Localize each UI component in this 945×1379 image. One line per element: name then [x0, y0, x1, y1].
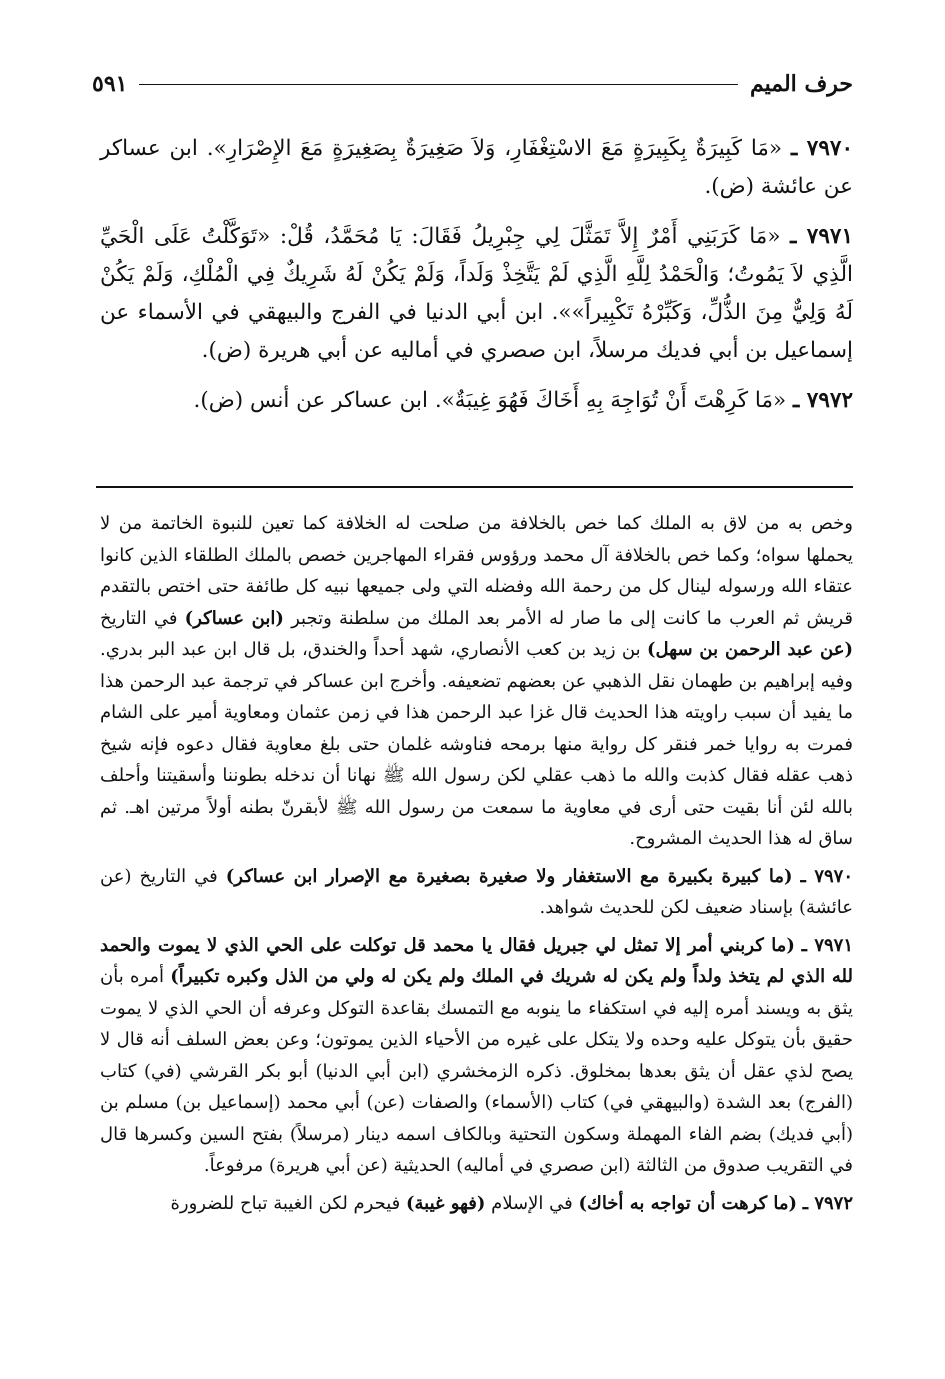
- hadith-text: «مَا كَرِهْتَ أَنْ تُوَاجِهَ بِهِ أَخَاكَ فَهُوَ غِيبَةٌ». ابن عساكر عن أنس (ض).: [193, 388, 787, 413]
- hadith-entry-7972: [100, 382, 853, 420]
- page-number: ٥٩١: [92, 71, 128, 97]
- commentary-intro: وخص به من لاق به الملك كما خص بالخلافة من صلحت له الخلافة كما تعين للنبوة الخاتمة من لا يحملها سواه؛ وكما خص بالخلافة آل محمد ورؤوس فقراء المهاجرين خصص بالملك الطلقاء الذين كانوا عتقاء الله ورسوله لينال كل من رحمة الله وفضله التي ولى جميعها نبيه كل طائفة حتى اختص بالتقدم قريش ثم العرب ما كانت إلى ما صار له الأمر بعد الملك من سلطنة وتجبر (ابن عساكر) في التاريخ (عن عبد الرحمن بن سهل) بن زيد بن كعب الأنصاري، شهد أحداً والخندق، بل قال ابن عبد البر بدري. وفيه إبراهيم بن طهمان نقل الذهبي عن بعضهم تضعيفه. وأخرج ابن عساكر في ترجمة عبد الرحمن هذا ما يفيد أن سبب راويته هذا الحديث قال غزا عبد الرحمن هذا في زمن عثمان ومعاوية أمير على الشام فمرت به روايا خمر فنقر كل رواية منها برمحه فناوشه غلمان حتى بلغ معاوية فقال دعوه فإنه شيخ ذهب عقله فقال كذبت والله ما ذهب عقلي لكن رسول الله ﷺ نهانا أن ندخله بطوننا وأسقيتنا وأحلف بالله لئن أنا بقيت حتى أرى في معاوية ما سمعت من رسول الله ﷺ لأبقرنّ بطنه أولاً مرتين اهـ. ثم ساق له هذا الحديث المشروح.: [100, 513, 853, 849]
- hadith-number: ٧٩٧٢ ـ: [793, 388, 853, 413]
- hadith-text: «مَا كَبِيرَةٌ بِكَبِيرَةٍ مَعَ الاسْتِغْفَارِ، وَلاَ صَغِيرَةٌ بِصَغِيرَةٍ مَعَ الإِصْرَارِ». ابن عساكر عن عائشة (ض).: [100, 136, 853, 199]
- hadith-entry-7971: [100, 218, 853, 370]
- commentary-7971: ٧٩٧١ ـ (ما كربني أمر إلا تمثل لي جبريل فقال يا محمد قل توكلت على الحي الذي لا يموت والحمد لله الذي لم يتخذ ولداً ولم يكن له شريك في الملك ولم يكن له ولي من الذل وكبره تكبيراً) أمره بأن يثق به ويسند أمره إليه في استكفاء ما ينوبه مع التمسك بقاعدة التوكل وعرفه أن الحي الذي لا يموت حقيق بأن يتوكل عليه وحده ولا يتكل على غيره من الأحياء الذين يموتون؛ وعن بعض السلف أنه قال لا يصح لذي عقل أن يثق بعدها بمخلوق. ذكره الزمخشري (ابن أبي الدنيا) أبو بكر القرشي (في) كتاب (الفرج) بعد الشدة (والبيهقي في) كتاب (الأسماء) والصفات (عن) أبي محمد (إسماعيل بن) مسلم بن (أبي فديك) بضم الفاء المهملة وسكون التحتية وبالكاف اسمه دينار (مرسلاً) بفتح السين وكسرها قال في التقريب صدوق من الثالثة (ابن صصري في أماليه) الحديثية (عن أبي هريرة) مرفوعاً.: [100, 934, 853, 1176]
- hadith-number: ٧٩٧٠ ـ: [790, 136, 853, 161]
- chapter-title: حرف الميم: [749, 71, 853, 97]
- hadith-entry-7970: [100, 130, 853, 206]
- hadith-entries: [100, 130, 853, 432]
- hadith-text: «مَا كَرَبَنِي أَمْرٌ إِلاَّ تَمَثَّلَ لِي جِبْرِيلُ فَقَالَ: يَا مُحَمَّدُ، قُلْ: «تَوَكَّلْتُ عَلَى الْحَيِّ الَّذِي لاَ يَمُوتُ؛ وَالْحَمْدُ لِلَّهِ الَّذِي لَمْ يَتَّخِذْ وَلَداً، وَلَمْ يَكُنْ لَهُ شَرِيكٌ فِي الْمُلْكِ، وَلَمْ يَكُنْ لَهُ وَلِيٌّ مِنَ الذُّلِّ، وَكَبِّرْهُ تَكْبِيراً»». ابن أبي الدنيا في الفرج والبيهقي في الأسماء عن إسماعيل بن أبي فديك مرسلاً، ابن صصري في أماليه عن أبي هريرة (ض).: [100, 224, 853, 363]
- commentary-divider: [96, 486, 853, 488]
- commentary-7970: ٧٩٧٠ ـ (ما كبيرة بكبيرة مع الاستغفار ولا صغيرة بصغيرة مع الإصرار ابن عساكر) في التاريخ (عن عائشة) بإسناد ضعيف لكن للحديث شواهد.: [100, 865, 853, 918]
- hadith-number: ٧٩٧١ ـ: [790, 224, 853, 249]
- commentary: [100, 508, 853, 1225]
- commentary-number: ٧٩٧٠ ـ: [800, 865, 853, 887]
- header-rule: [139, 84, 738, 85]
- commentary-number: ٧٩٧٢ ـ: [802, 1192, 853, 1214]
- commentary-number: ٧٩٧١ ـ: [801, 934, 853, 956]
- page-header: [92, 64, 853, 104]
- commentary-7972: ٧٩٧٢ ـ (ما كرهت أن تواجه به أخاك) في الإسلام (فهو غيبة) فيحرم لكن الغيبة تباح للضرورة: [170, 1192, 853, 1214]
